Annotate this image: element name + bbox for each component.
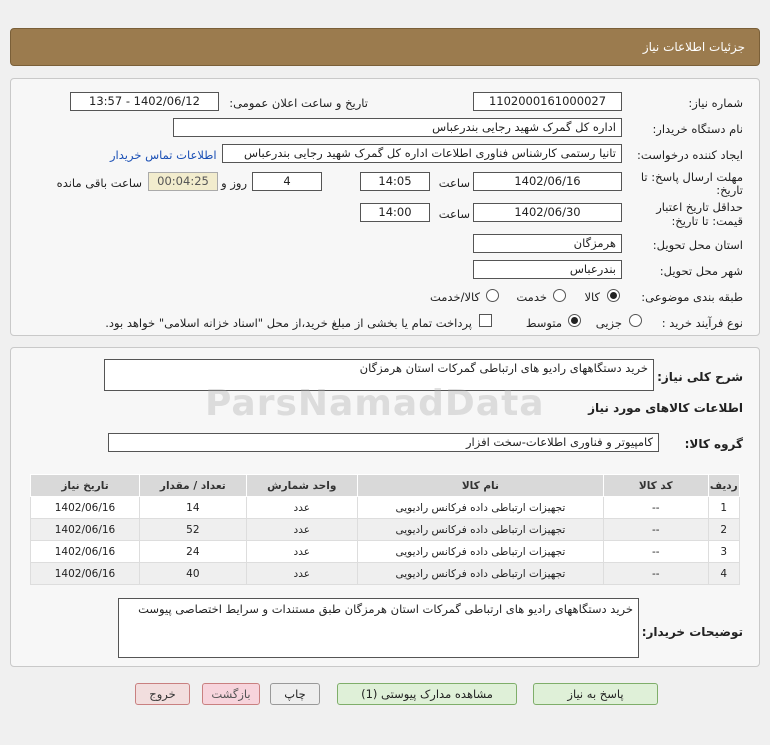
buyer-contact-link[interactable]: اطلاعات تماس خریدار xyxy=(110,148,217,162)
cell-date: 1402/06/16 xyxy=(31,563,140,585)
requester-label: ایجاد کننده درخواست: xyxy=(637,148,743,162)
table-row xyxy=(31,497,740,519)
buyer-org-label: نام دستگاه خریدار: xyxy=(652,122,743,136)
table-row xyxy=(31,519,740,541)
deadline-date-field: 1402/06/16 xyxy=(473,172,622,191)
cell-qty: 40 xyxy=(139,563,246,585)
cell-name: تجهیزات ارتباطی داده فرکانس رادیویی xyxy=(357,497,603,519)
deadline-time-field: 14:05 xyxy=(360,172,430,191)
cell-unit: عدد xyxy=(246,541,357,563)
need-number-field: 1102000161000027 xyxy=(473,92,622,111)
general-desc-field: خرید دستگاههای رادیو های ارتباطی گمرکات استان هرمزگان xyxy=(104,359,654,391)
cell-date: 1402/06/16 xyxy=(31,497,140,519)
days-label: روز و xyxy=(221,176,247,190)
validity-time-label: ساعت xyxy=(438,207,470,221)
remaining-label: ساعت باقی مانده xyxy=(56,176,142,190)
table-row xyxy=(31,541,740,563)
cell-unit: عدد xyxy=(246,519,357,541)
cell-code: -- xyxy=(603,541,708,563)
city-field: بندرعباس xyxy=(473,260,622,279)
watermark-text: ParsNamadData xyxy=(205,383,545,424)
province-label: استان محل تحویل: xyxy=(652,238,743,252)
cell-name: تجهیزات ارتباطی داده فرکانس رادیویی xyxy=(357,563,603,585)
province-field: هرمزگان xyxy=(473,234,622,253)
cell-qty: 24 xyxy=(139,541,246,563)
view-attachments-button[interactable]: مشاهده مدارک پیوستی (1) xyxy=(337,683,517,705)
print-button[interactable]: چاپ xyxy=(270,683,320,705)
process-medium-radio[interactable] xyxy=(568,314,581,327)
announce-datetime-field: 1402/06/12 - 13:57 xyxy=(70,92,219,111)
cell-date: 1402/06/16 xyxy=(31,519,140,541)
deadline-label: مهلت ارسال پاسخ: تا xyxy=(640,170,743,184)
cell-row: 4 xyxy=(708,563,739,585)
countdown-timer: 00:04:25 xyxy=(148,172,218,191)
requester-field: تانیا رستمی کارشناس فناوری اطلاعات اداره کل گمرک شهید رجایی بندرعباس xyxy=(222,144,622,163)
goods-table xyxy=(30,474,740,585)
category-goods-radio[interactable] xyxy=(607,289,620,302)
col-code: کد کالا xyxy=(603,475,708,497)
validity-time-field: 14:00 xyxy=(360,203,430,222)
cell-row: 2 xyxy=(708,519,739,541)
buyer-org-field: اداره کل گمرک شهید رجایی بندرعباس xyxy=(173,118,622,137)
back-button[interactable]: بازگشت xyxy=(202,683,260,705)
cell-unit: عدد xyxy=(246,497,357,519)
goods-info-title: اطلاعات کالاهای مورد نیاز xyxy=(588,401,743,415)
cell-row: 3 xyxy=(708,541,739,563)
process-partial-label: جزیی xyxy=(595,316,622,330)
cell-code: -- xyxy=(603,563,708,585)
cell-qty: 52 xyxy=(139,519,246,541)
exit-button[interactable]: خروج xyxy=(135,683,190,705)
cell-code: -- xyxy=(603,497,708,519)
col-unit: واحد شمارش xyxy=(246,475,357,497)
cell-row: 1 xyxy=(708,497,739,519)
general-desc-label: شرح کلی نیاز: xyxy=(657,370,743,384)
deadline-time-label: ساعت xyxy=(438,176,470,190)
process-medium-label: متوسط xyxy=(525,316,562,330)
col-name: نام کالا xyxy=(357,475,603,497)
cell-name: تجهیزات ارتباطی داده فرکانس رادیویی xyxy=(357,519,603,541)
cell-unit: عدد xyxy=(246,563,357,585)
cell-date: 1402/06/16 xyxy=(31,541,140,563)
validity-label: حداقل تاریخ اعتبار xyxy=(656,200,743,214)
payment-note: پرداخت تمام یا بخشی از مبلغ خرید،از محل "اسناد خزانه اسلامی" خواهد بود. xyxy=(105,316,472,330)
cell-name: تجهیزات ارتباطی داده فرکانس رادیویی xyxy=(357,541,603,563)
table-row xyxy=(31,563,740,585)
process-partial-radio[interactable] xyxy=(629,314,642,327)
days-remaining-field: 4 xyxy=(252,172,322,191)
need-number-label: شماره نیاز: xyxy=(688,96,743,110)
validity-label-date: قیمت: تا تاریخ: xyxy=(671,214,743,228)
buyer-notes-label: توضیحات خریدار: xyxy=(641,625,743,639)
buyer-notes-field: خرید دستگاههای رادیو های ارتباطی گمرکات استان هرمزگان طبق مستندات و سرایط اختصاصی پیوست xyxy=(118,598,639,658)
table-header-row xyxy=(31,475,740,497)
treasury-payment-checkbox[interactable] xyxy=(479,314,492,327)
col-qty: تعداد / مقدار xyxy=(139,475,246,497)
col-row: ردیف xyxy=(708,475,739,497)
goods-group-label: گروه کالا: xyxy=(684,437,743,451)
cell-code: -- xyxy=(603,519,708,541)
page-header xyxy=(10,28,760,66)
category-service-label: خدمت xyxy=(516,290,547,304)
col-date: تاریخ نیاز xyxy=(31,475,140,497)
category-both-label: کالا/خدمت xyxy=(429,290,480,304)
announce-label: تاریخ و ساعت اعلان عمومی: xyxy=(229,96,368,110)
page-title: جزئیات اطلاعات نیاز xyxy=(642,40,745,54)
category-label: طبقه بندی موضوعی: xyxy=(641,290,743,304)
cell-qty: 14 xyxy=(139,497,246,519)
category-service-radio[interactable] xyxy=(553,289,566,302)
category-goods-label: کالا xyxy=(584,290,600,304)
reply-button[interactable]: پاسخ به نیاز xyxy=(533,683,658,705)
category-both-radio[interactable] xyxy=(486,289,499,302)
goods-group-field: کامپیوتر و فناوری اطلاعات-سخت افزار xyxy=(108,433,659,452)
deadline-label-date: تاریخ: xyxy=(716,183,743,197)
process-label: نوع فرآیند خرید : xyxy=(661,316,743,330)
city-label: شهر محل تحویل: xyxy=(659,264,743,278)
validity-date-field: 1402/06/30 xyxy=(473,203,622,222)
